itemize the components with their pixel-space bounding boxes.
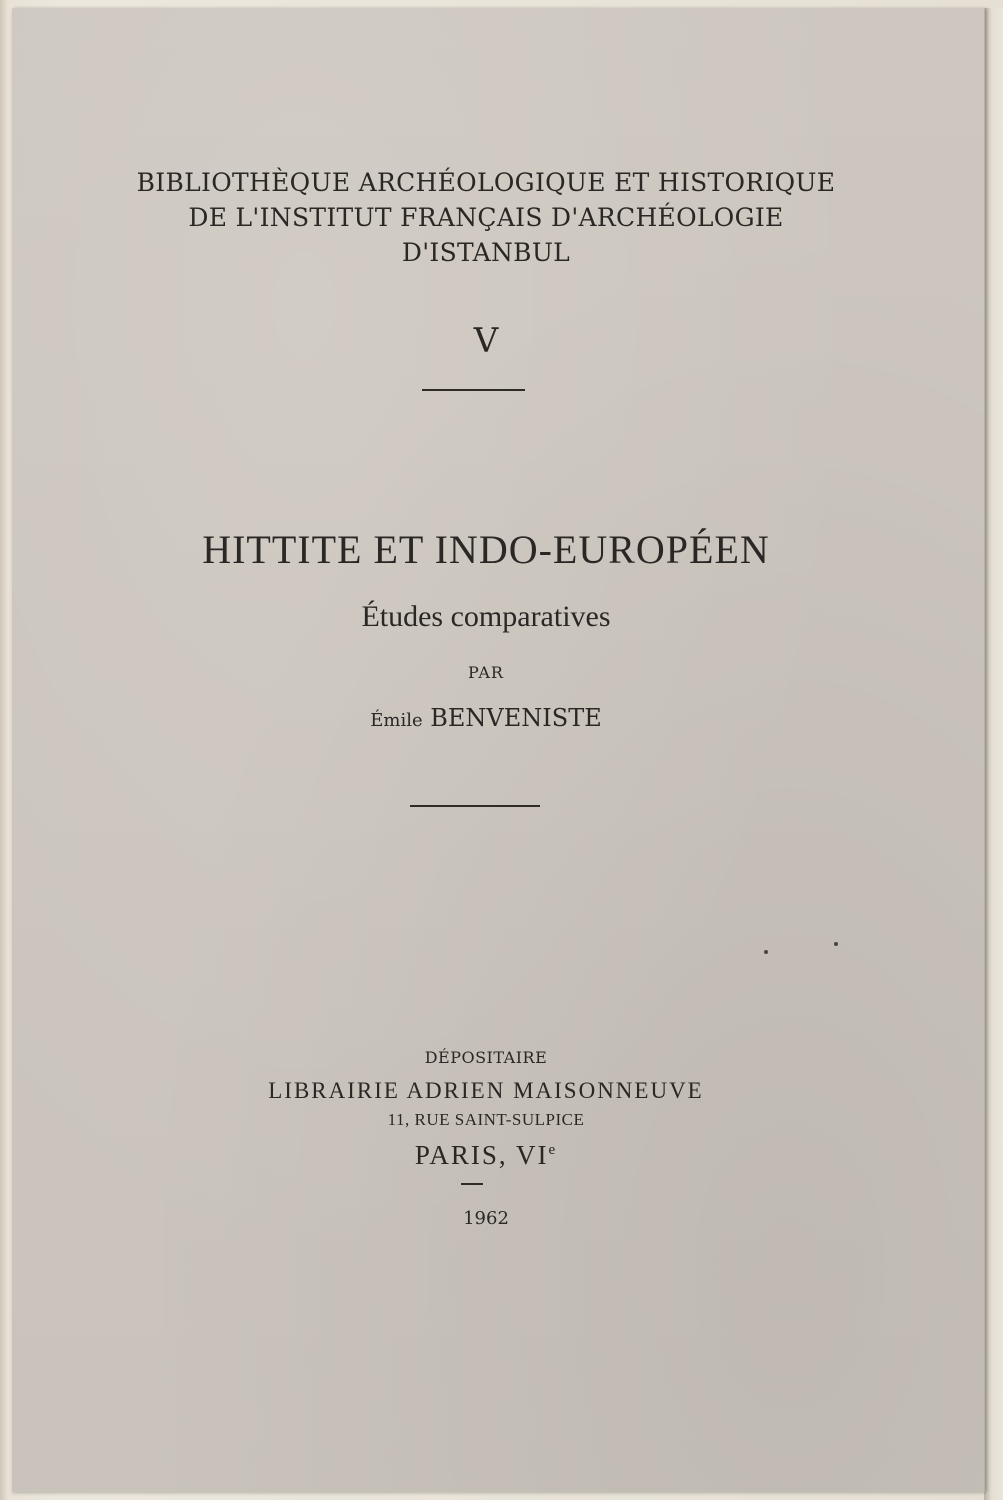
- publisher-city: [24, 1140, 948, 1171]
- book-cover: [12, 8, 985, 1492]
- volume-number: V: [473, 321, 499, 361]
- city-name: PARIS, VI: [414, 1140, 549, 1170]
- page-stack-edge: [984, 8, 1003, 1500]
- paper-speck: [834, 942, 838, 946]
- series-line-3: D'ISTANBUL: [401, 238, 571, 267]
- author-name: [24, 704, 948, 732]
- series-line-1: BIBLIOTHÈQUE ARCHÉOLOGIQUE ET HISTORIQUE: [136, 168, 836, 197]
- divider-rule-small: [461, 1183, 483, 1185]
- publisher-name: LIBRAIRIE ADRIEN MAISONNEUVE: [268, 1078, 704, 1103]
- series-line-2: DE L'INSTITUT FRANÇAIS D'ARCHÉOLOGIE: [188, 203, 784, 232]
- divider-rule-middle: [410, 805, 540, 807]
- city-superscript: e: [548, 1142, 558, 1158]
- publisher-role: DÉPOSITAIRE: [424, 1048, 548, 1067]
- author-last-name: BENVENISTE: [430, 704, 602, 732]
- paper-speck: [764, 950, 768, 954]
- publisher-address: 11, RUE SAINT-SULPICE: [387, 1110, 585, 1129]
- divider-rule-top: [422, 389, 525, 391]
- author-first-name: Émile: [370, 710, 423, 731]
- book-title: HITTITE ET INDO-EUROPÉEN: [202, 527, 770, 572]
- by-label: PAR: [468, 663, 504, 682]
- publication-year: 1962: [463, 1208, 509, 1229]
- book-subtitle: Études comparatives: [361, 600, 611, 633]
